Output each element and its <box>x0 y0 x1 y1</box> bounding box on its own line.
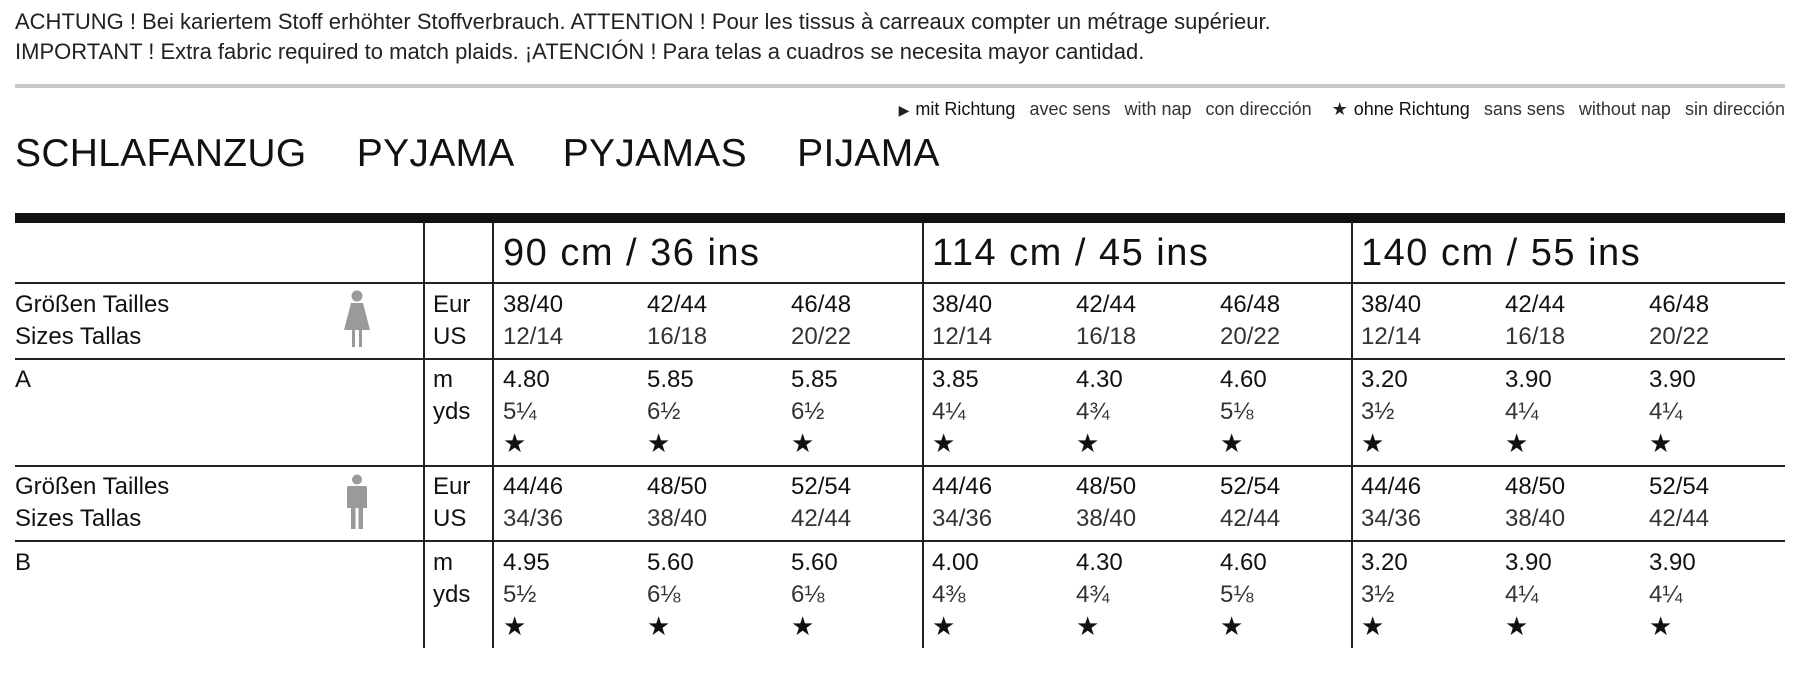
meters-cell: 4.95 <box>503 549 550 576</box>
notice-line-2: IMPORTANT ! Extra fabric required to match plaids. ¡ATENCIÓN ! Para telas a cuadros se necesita mayor cantidad. <box>15 39 1145 64</box>
meters-cell: 3.85 <box>932 366 979 393</box>
yards-cell: 6½ <box>791 398 825 425</box>
us-size-cell: 12/14 <box>503 323 564 350</box>
us-size-cell: 20/22 <box>791 323 852 350</box>
with-nap-es: con dirección <box>1205 99 1312 119</box>
us-size-cell: 16/18 <box>1505 323 1566 350</box>
us-size-cell: 16/18 <box>1076 323 1137 350</box>
table-top-rule <box>15 213 1785 223</box>
eur-size-cell: 42/44 <box>647 291 708 318</box>
without-nap-star-icon: ★ <box>1361 428 1385 458</box>
unit-us: US <box>433 323 467 350</box>
without-nap-de: ohne Richtung <box>1353 99 1470 119</box>
without-nap-star-icon: ★ <box>1649 428 1673 458</box>
meters-cell: 4.60 <box>1220 549 1267 576</box>
meters-cell: 3.90 <box>1505 549 1552 576</box>
eur-size-cell: 44/46 <box>503 473 564 500</box>
sizes-label-line-1: Größen Tailles <box>15 291 170 318</box>
eur-size-cell: 38/40 <box>1361 291 1422 318</box>
without-nap-star-icon: ★ <box>1361 611 1385 641</box>
yards-cell: 4¼ <box>932 398 966 425</box>
without-nap-fr: sans sens <box>1483 99 1565 119</box>
eur-size-cell: 38/40 <box>503 291 564 318</box>
width-header-114: 114 cm / 45 ins <box>932 232 1210 274</box>
column-divider <box>423 223 425 648</box>
us-size-cell: 16/18 <box>647 323 708 350</box>
yards-cell: 3½ <box>1361 581 1395 608</box>
width-header-140: 140 cm / 55 ins <box>1361 232 1642 274</box>
woman-figure-icon <box>343 290 371 348</box>
with-nap-fr: avec sens <box>1029 99 1111 119</box>
yards-cell: 4¼ <box>1505 398 1539 425</box>
without-nap-star-icon: ★ <box>1076 428 1100 458</box>
yards-cell: 4¼ <box>1649 398 1683 425</box>
meters-cell: 4.30 <box>1076 366 1123 393</box>
yards-cell: 5½ <box>503 581 537 608</box>
column-divider <box>922 223 924 648</box>
eur-size-cell: 44/46 <box>932 473 993 500</box>
column-divider <box>492 223 494 648</box>
unit-yds: yds <box>433 581 471 608</box>
yards-cell: 6½ <box>647 398 681 425</box>
without-nap-star-icon: ★ <box>791 611 815 641</box>
without-nap-star-icon: ★ <box>932 611 956 641</box>
us-size-cell: 38/40 <box>1505 505 1566 532</box>
without-nap-star-icon: ★ <box>1649 611 1673 641</box>
without-nap-star-icon: ★ <box>1220 428 1244 458</box>
man-figure-icon <box>346 474 368 530</box>
yards-cell: 5⅛ <box>1220 398 1254 425</box>
without-nap-star-icon: ★ <box>1220 611 1244 641</box>
us-size-cell: 20/22 <box>1649 323 1710 350</box>
without-nap-icon: ★ <box>1331 99 1348 119</box>
with-nap-de: mit Richtung <box>915 99 1016 119</box>
unit-eur: Eur <box>433 291 471 318</box>
nap-legend <box>899 99 1785 120</box>
meters-cell: 3.90 <box>1505 366 1552 393</box>
us-size-cell: 34/36 <box>1361 505 1422 532</box>
us-size-cell: 38/40 <box>647 505 708 532</box>
without-nap-en: without nap <box>1578 99 1671 119</box>
notice-line-1: ACHTUNG ! Bei kariertem Stoff erhöhter Stoffverbrauch. ATTENTION ! Pour les tissus à carreaux compter un métrage supérieur. <box>15 9 1271 34</box>
yards-cell: 5¼ <box>503 398 537 425</box>
eur-size-cell: 42/44 <box>1505 291 1566 318</box>
meters-cell: 4.60 <box>1220 366 1267 393</box>
us-size-cell: 42/44 <box>791 505 852 532</box>
eur-size-cell: 46/48 <box>1220 291 1281 318</box>
us-size-cell: 12/14 <box>932 323 993 350</box>
without-nap-star-icon: ★ <box>647 611 671 641</box>
eur-size-cell: 52/54 <box>791 473 852 500</box>
unit-m: m <box>433 366 453 393</box>
row-divider <box>15 465 1785 467</box>
row-divider <box>15 282 1785 284</box>
without-nap-star-icon: ★ <box>1505 611 1529 641</box>
meters-cell: 5.85 <box>647 366 694 393</box>
meters-cell: 3.90 <box>1649 549 1696 576</box>
us-size-cell: 42/44 <box>1649 505 1710 532</box>
with-nap-en: with nap <box>1124 99 1192 119</box>
meters-cell: 5.60 <box>647 549 694 576</box>
page-title: SCHLAFANZUG PYJAMA PYJAMAS PIJAMA <box>15 132 940 175</box>
without-nap-star-icon: ★ <box>503 611 527 641</box>
yards-cell: 4⅜ <box>932 581 966 608</box>
sizes-label-line-2: Sizes Tallas <box>15 505 142 532</box>
unit-us: US <box>433 505 467 532</box>
without-nap-star-icon: ★ <box>791 428 815 458</box>
us-size-cell: 34/36 <box>503 505 564 532</box>
eur-size-cell: 44/46 <box>1361 473 1422 500</box>
eur-size-cell: 42/44 <box>1076 291 1137 318</box>
meters-cell: 3.20 <box>1361 366 1408 393</box>
column-divider <box>1351 223 1353 648</box>
without-nap-es: sin dirección <box>1684 99 1785 119</box>
yards-cell: 4¼ <box>1649 581 1683 608</box>
without-nap-star-icon: ★ <box>503 428 527 458</box>
meters-cell: 5.85 <box>791 366 838 393</box>
meters-cell: 3.90 <box>1649 366 1696 393</box>
yards-cell: 3½ <box>1361 398 1395 425</box>
row-divider <box>15 540 1785 542</box>
gray-divider <box>15 84 1785 88</box>
us-size-cell: 42/44 <box>1220 505 1281 532</box>
yards-cell: 4¼ <box>1505 581 1539 608</box>
yards-cell: 6⅛ <box>791 581 825 608</box>
row-divider <box>15 358 1785 360</box>
eur-size-cell: 52/54 <box>1220 473 1281 500</box>
without-nap-star-icon: ★ <box>647 428 671 458</box>
meters-cell: 4.00 <box>932 549 979 576</box>
eur-size-cell: 52/54 <box>1649 473 1710 500</box>
with-nap-icon: ▶ <box>898 102 910 118</box>
meters-cell: 5.60 <box>791 549 838 576</box>
unit-eur: Eur <box>433 473 471 500</box>
eur-size-cell: 46/48 <box>1649 291 1710 318</box>
us-size-cell: 38/40 <box>1076 505 1137 532</box>
us-size-cell: 34/36 <box>932 505 993 532</box>
meters-cell: 3.20 <box>1361 549 1408 576</box>
eur-size-cell: 46/48 <box>791 291 852 318</box>
without-nap-star-icon: ★ <box>1505 428 1529 458</box>
us-size-cell: 12/14 <box>1361 323 1422 350</box>
yards-cell: 5⅛ <box>1220 581 1254 608</box>
eur-size-cell: 38/40 <box>932 291 993 318</box>
without-nap-star-icon: ★ <box>932 428 956 458</box>
sizes-label-line-1: Größen Tailles <box>15 473 170 500</box>
yards-cell: 4¾ <box>1076 398 1110 425</box>
width-header-90: 90 cm / 36 ins <box>503 232 761 274</box>
without-nap-star-icon: ★ <box>1076 611 1100 641</box>
view-a-label: A <box>15 366 32 393</box>
yards-cell: 4¾ <box>1076 581 1110 608</box>
eur-size-cell: 48/50 <box>647 473 708 500</box>
sizes-label-line-2: Sizes Tallas <box>15 323 142 350</box>
view-b-label: B <box>15 549 32 576</box>
us-size-cell: 20/22 <box>1220 323 1281 350</box>
yards-cell: 6⅛ <box>647 581 681 608</box>
unit-yds: yds <box>433 398 471 425</box>
eur-size-cell: 48/50 <box>1505 473 1566 500</box>
eur-size-cell: 48/50 <box>1076 473 1137 500</box>
unit-m: m <box>433 549 453 576</box>
meters-cell: 4.80 <box>503 366 550 393</box>
meters-cell: 4.30 <box>1076 549 1123 576</box>
